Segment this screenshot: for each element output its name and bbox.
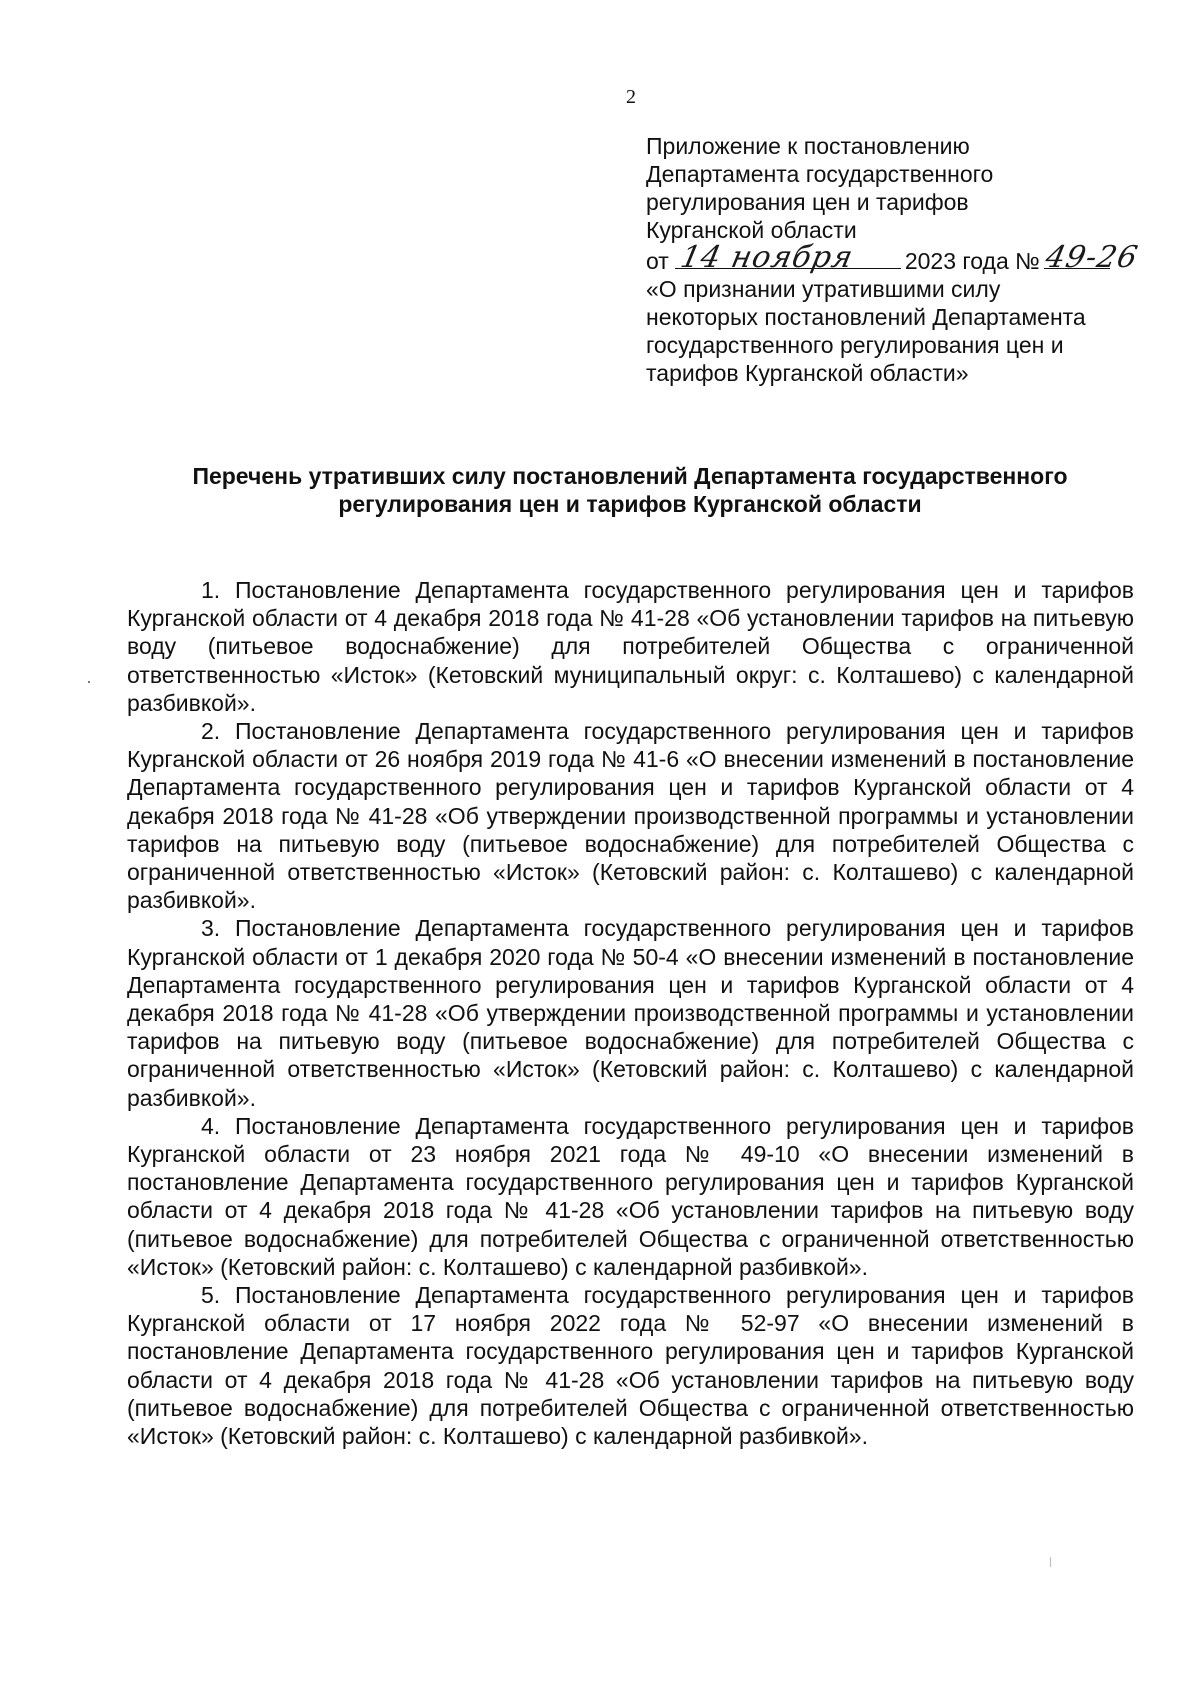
date-prefix: от bbox=[646, 248, 669, 274]
appendix-date-line bbox=[646, 240, 1146, 275]
appendix-line: некоторых постановлений Департамента bbox=[646, 304, 1086, 330]
handwritten-date: 14 ноября bbox=[677, 240, 857, 275]
document-title bbox=[120, 462, 1140, 518]
number-field bbox=[1042, 240, 1142, 275]
appendix-line: Приложение к постановлению bbox=[646, 133, 970, 159]
appendix-line: государственного регулирования цен и bbox=[646, 332, 1064, 358]
list-item: 1. Постановление Департамента государственного регулирования цен и тарифов Курганской области от 4 декабря 2018 года № 41-28 «Об установлении тарифов на питьевую воду (питьевое водоснабжение) для потребителей Общества с ограниченной ответственностью «Исток» (Кетовский муниципальный округ: с. Колташево) с календарной разбивкой». bbox=[127, 577, 1134, 716]
resolutions-list bbox=[127, 576, 1134, 1450]
scan-speck bbox=[88, 681, 90, 683]
list-item: 5. Постановление Департамента государственного регулирования цен и тарифов Курганской области от 17 ноября 2022 года № 52-97 «О внесении изменений в постановление Департамента государственного регулирования цен и тарифов Курганской области от 4 декабря 2018 года № 41-28 «Об установлении тарифов на питьевую воду (питьевое водоснабжение) для потребителей Общества с ограниченной ответственностью «Исток» (Кетовский район: с. Колташево) с календарной разбивкой». bbox=[127, 1282, 1134, 1450]
date-field bbox=[675, 240, 901, 275]
year-text: 2023 года № bbox=[904, 248, 1040, 274]
title-line: Перечень утративших силу постановлений Департамента государственного bbox=[192, 463, 1068, 489]
list-item: 3. Постановление Департамента государственного регулирования цен и тарифов Курганской области от 1 декабря 2020 года № 50-4 «О внесении изменений в постановление Департамента государственного регулирования цен и тарифов Курганской области от 4 декабря 2018 года № 41-28 «Об утверждении производственной программы и установлении тарифов на питьевую воду (питьевое водоснабжение) для потребителей Общества с ограниченной ответственностью «Исток» (Кетовский район: с. Колташево) с календарной разбивкой». bbox=[127, 915, 1134, 1111]
appendix-line: «О признании утратившими силу bbox=[646, 276, 1001, 302]
scan-speck bbox=[1050, 1557, 1051, 1567]
appendix-line: тарифов Курганской области» bbox=[646, 360, 969, 386]
page-number: 2 bbox=[626, 86, 636, 108]
appendix-line: Курганской области bbox=[646, 217, 857, 243]
list-item: 4. Постановление Департамента государственного регулирования цен и тарифов Курганской области от 23 ноября 2021 года № 49-10 «О внесении изменений в постановление Департамента государственного регулирования цен и тарифов Курганской области от 4 декабря 2018 года № 41-28 «Об установлении тарифов на питьевую воду (питьевое водоснабжение) для потребителей Общества с ограниченной ответственностью «Исток» (Кетовский район: с. Колташево) с календарной разбивкой». bbox=[127, 1112, 1134, 1280]
appendix-header bbox=[646, 132, 1146, 387]
handwritten-number: 49-26 bbox=[1042, 240, 1142, 275]
appendix-line: Департамента государственного bbox=[646, 161, 994, 187]
title-line: регулирования цен и тарифов Курганской области bbox=[338, 491, 922, 517]
appendix-line: регулирования цен и тарифов bbox=[646, 189, 969, 215]
list-item: 2. Постановление Департамента государственного регулирования цен и тарифов Курганской области от 26 ноября 2019 года № 41-6 «О внесении изменений в постановление Департамента государственного регулирования цен и тарифов Курганской области от 4 декабря 2018 года № 41-28 «Об утверждении производственной программы и установлении тарифов на питьевую воду (питьевое водоснабжение) для потребителей Общества с ограниченной ответственностью «Исток» (Кетовский район: с. Колташево) с календарной разбивкой». bbox=[127, 718, 1134, 914]
